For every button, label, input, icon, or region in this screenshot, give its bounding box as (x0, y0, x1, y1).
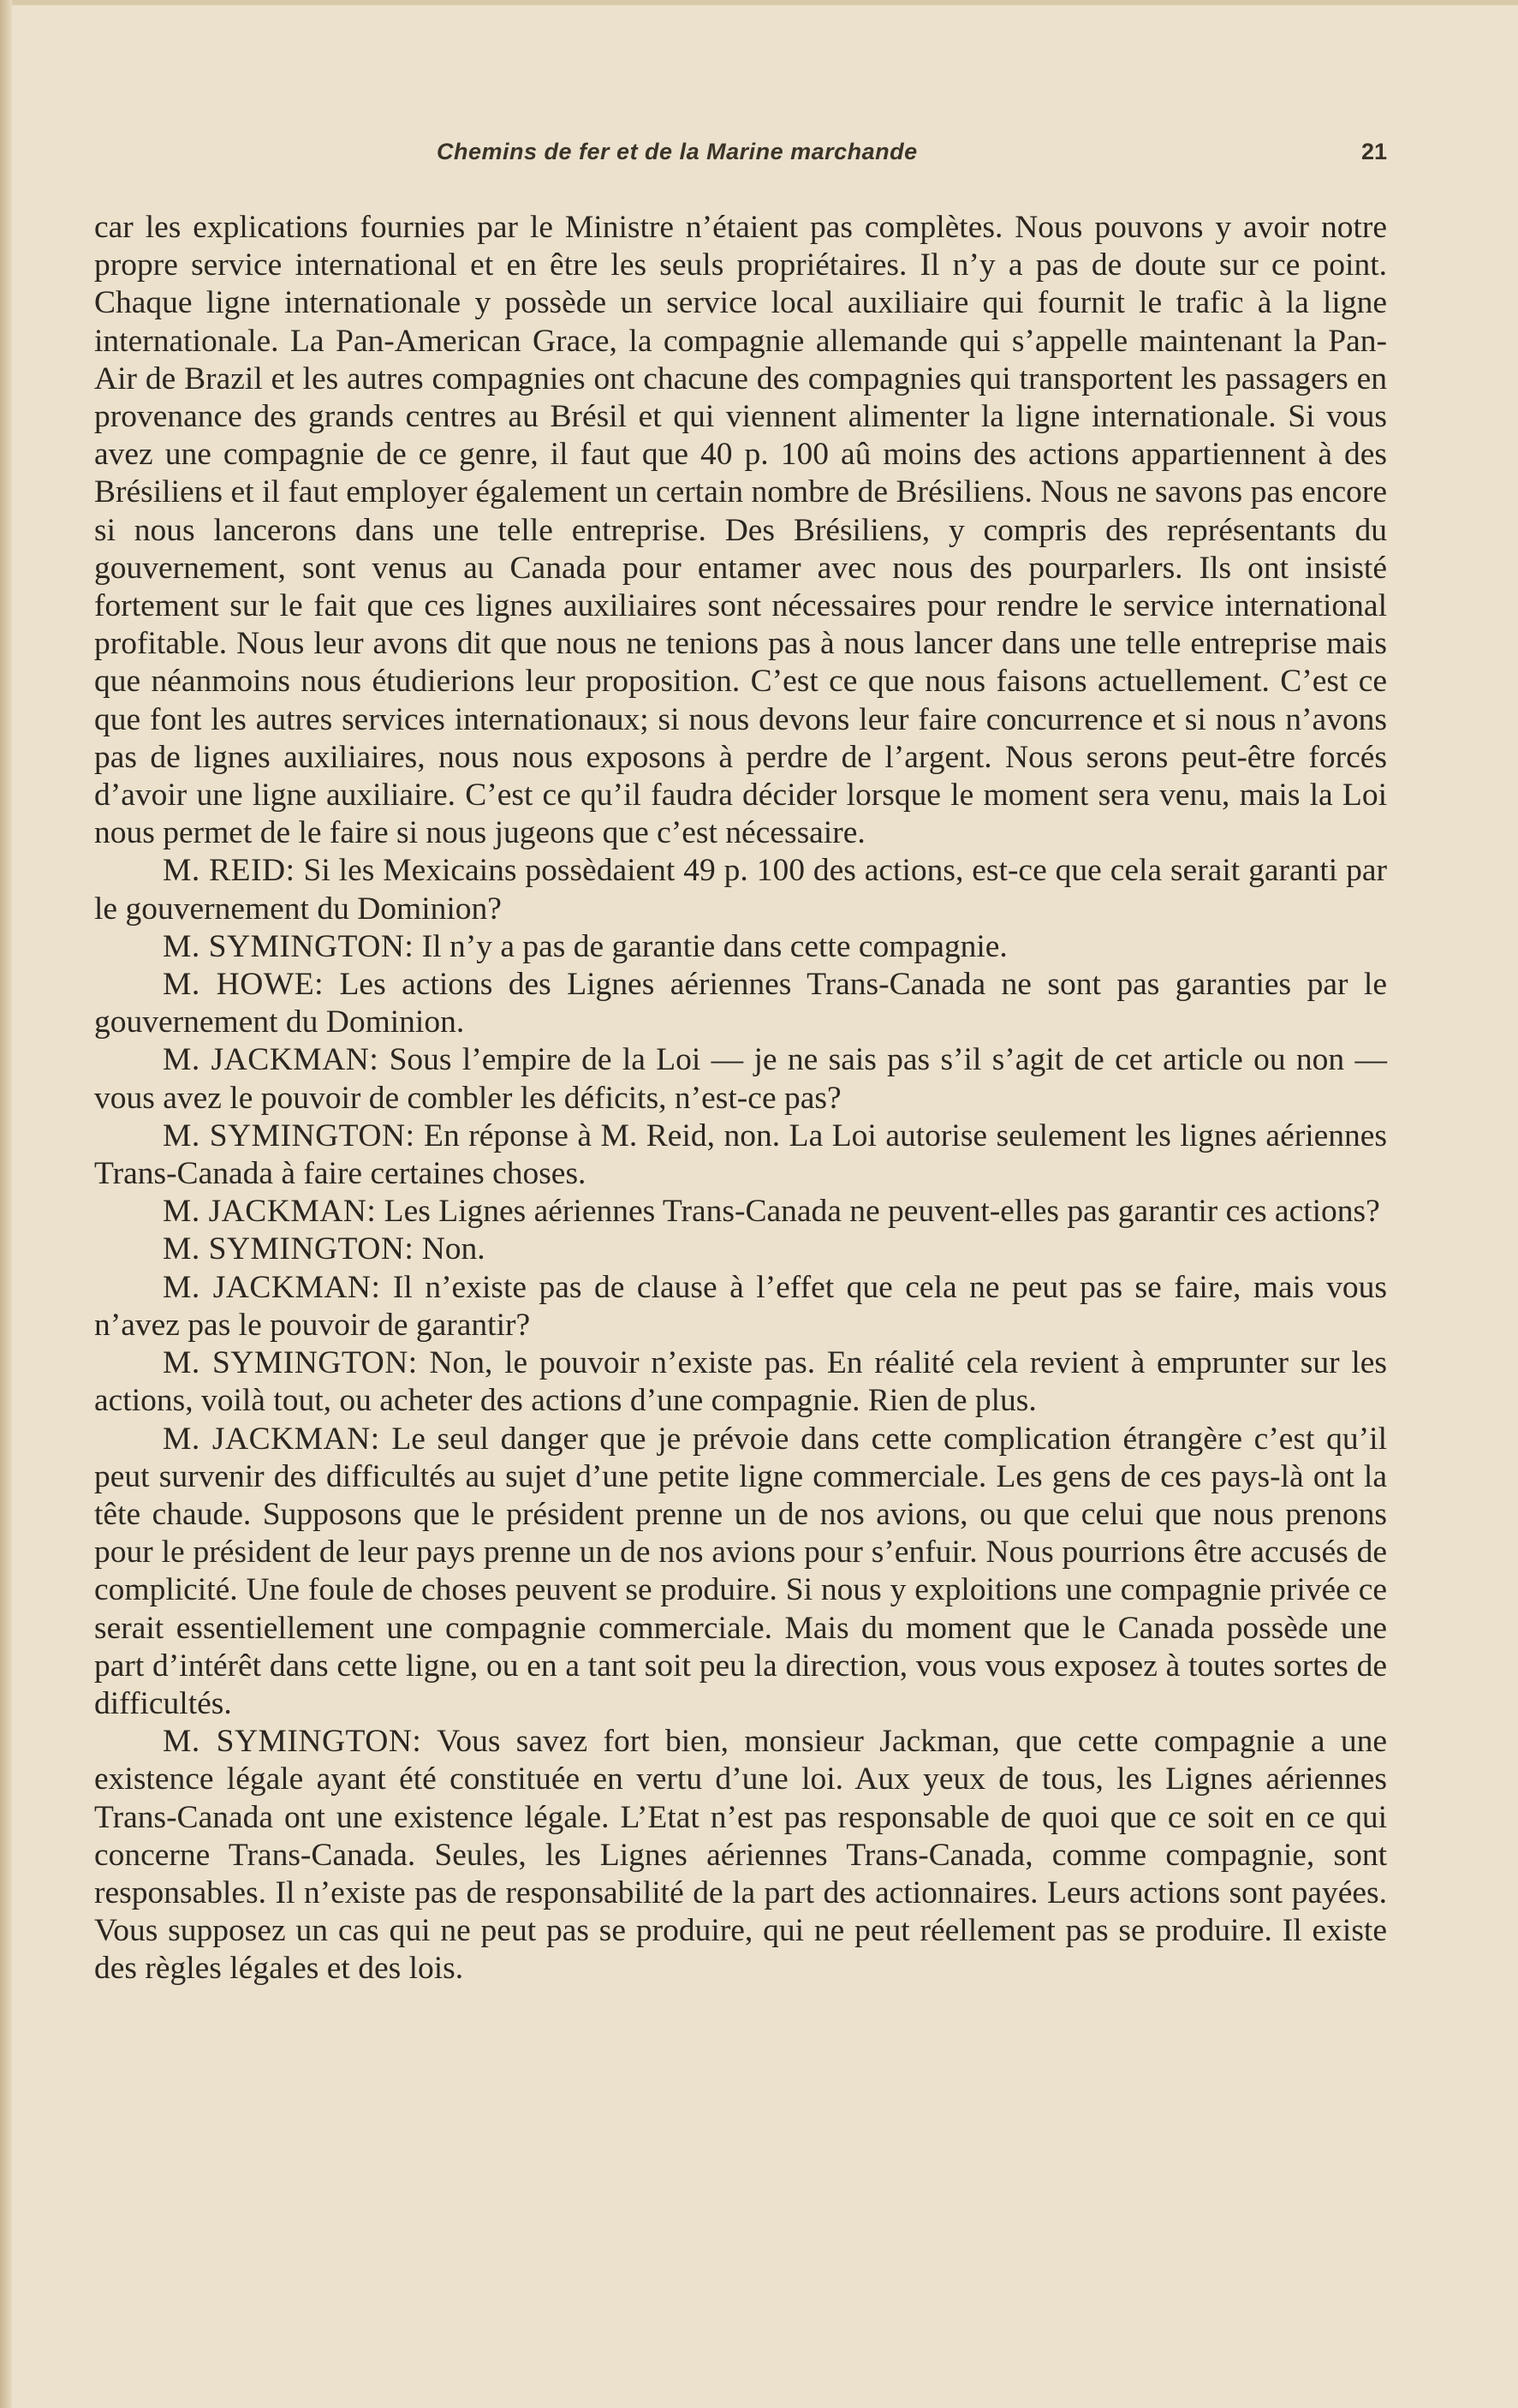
paragraph-text: Non. (421, 1231, 485, 1267)
paragraph-text: En réponse à M. Reid, non. La Loi autorise seulement les lignes aériennes Trans-Canada à faire certaines choses. (94, 1118, 1388, 1192)
paragraph (94, 209, 1387, 852)
page-binding-edge (0, 0, 12, 2408)
page-number: 21 (1360, 139, 1387, 164)
paragraph-text: Les actions des Lignes aériennes Trans-Canada ne sont pas garanties par le gouvernement du Dominion. (94, 967, 1387, 1040)
paragraph-text: Vous savez fort bien, monsieur Jackman, que cette compagnie a une existence légale ayant été constituée en vertu d’une loi. Aux yeux de tous, les Lignes aériennes Trans-Canada ont une existence légale. L’Etat n’est pas responsable de quoi que ce soit en ce qui concerne Trans-Canada. Seules, les Lignes aériennes Trans-Canada, comme compagnie, sont responsables. Il n’existe pas de responsabilité de la part des actionnaires. Leurs actions sont payées. Vous supposez un cas qui ne peut pas se produire, qui ne peut réellement pas se produire. Il existe des règles légales et des lois. (94, 1724, 1388, 1987)
paragraph (94, 1421, 1387, 1724)
paragraph (94, 966, 1387, 1041)
speaker-name: M. SYMINGTON: (163, 1118, 415, 1153)
paragraph-text: Sous l’empire de la Loi — je ne sais pas s’il s’agit de cet article ou non — vous avez le pouvoir de combler les déficits, n’est-ce pas? (94, 1042, 1387, 1116)
page-top-edge (0, 0, 1518, 5)
paragraph (94, 1269, 1387, 1344)
speaker-name: M. JACKMAN: (163, 1194, 377, 1230)
speaker-name: M. HOWE: (163, 967, 324, 1003)
paragraph (94, 1344, 1387, 1420)
body-text (94, 209, 1387, 1988)
speaker-name: M. SYMINGTON: (163, 928, 414, 964)
speaker-name: M. SYMINGTON: (163, 1724, 422, 1760)
speaker-name: M. JACKMAN: (163, 1421, 380, 1457)
page-header (94, 139, 1387, 176)
paragraph (94, 1723, 1387, 1988)
speaker-name: M. JACKMAN: (163, 1269, 381, 1305)
speaker-name: M. JACKMAN: (163, 1042, 379, 1078)
paragraph-text: car les explications fournies par le Ministre n’étaient pas complètes. Nous pouvons y avoir notre propre service international et en être les seuls propriétaires. Il n’y a pas de doute sur ce point. Chaque ligne internationale y possède un service local auxiliaire qui fournit le trafic à la ligne internationale. La Pan-American Grace, la compagnie allemande qui s’appelle maintenant la Pan-Air de Brazil et les autres compagnies ont chacune des compagnies qui transportent les passagers en provenance des grands centres au Brésil et qui viennent alimenter la ligne internationale. Si vous avez une compagnie de ce genre, il faut que 40 p. 100 aû moins des actions appartiennent à des Brésiliens et il faut employer également un certain nombre de Brésiliens. Nous ne savons pas encore si nous lancerons dans une telle entreprise. Des Brésiliens, y compris des représentants du gouvernement, sont venus au Canada pour entamer avec nous des pourparlers. Ils ont insisté fortement sur le fait que ces lignes auxiliaires sont nécessaires pour rendre le service international profitable. Nous leur avons dit que nous ne tenions pas à nous lancer dans une telle entreprise mais que néanmoins nous étudierions leur proposition. C’est ce que nous faisons actuellement. C’est ce que font les autres services internationaux; si nous devons leur faire concurrence et si nous n’avons pas de lignes auxiliaires, nous nous exposons à perdre de l’argent. Nous serons peut-être forcés d’avoir une ligne auxiliaire. C’est ce qu’il faudra décider lorsque le moment sera venu, mais la Loi nous permet de le faire si nous jugeons que c’est nécessaire. (94, 210, 1387, 851)
running-head: Chemins de fer et de la Marine marchande (437, 139, 918, 164)
paragraph (94, 928, 1387, 966)
speaker-name: M. SYMINGTON: (163, 1345, 418, 1381)
speaker-name: M. REID: (163, 853, 295, 889)
paragraph (94, 1118, 1387, 1193)
paragraph (94, 1231, 1387, 1268)
paragraph-text: Si les Mexicains possèdaient 49 p. 100 des actions, est-ce que cela serait garanti par le gouvernement du Dominion? (94, 853, 1388, 927)
paragraph (94, 1193, 1387, 1231)
paragraph (94, 1041, 1387, 1117)
paragraph (94, 852, 1387, 927)
paragraph-text: Les Lignes aériennes Trans-Canada ne peuvent-elles pas garantir ces actions? (384, 1194, 1380, 1230)
paragraph-text: Il n’existe pas de clause à l’effet que cela ne peut pas se faire, mais vous n’avez pas le pouvoir de garantir? (94, 1269, 1388, 1343)
speaker-name: M. SYMINGTON: (163, 1231, 414, 1267)
paragraph-text: Il n’y a pas de garantie dans cette compagnie. (421, 928, 1008, 964)
paragraph-text: Non, le pouvoir n’existe pas. En réalité cela revient à emprunter sur les actions, voilà tout, ou acheter des actions d’une compagnie. Rien de plus. (94, 1345, 1388, 1419)
paragraph-text: Le seul danger que je prévoie dans cette complication étrangère c’est qu’il peut survenir des difficultés au sujet d’une petite ligne commerciale. Les gens de ces pays-là ont la tête chaude. Supposons que le président prenne un de nos avions, ou que celui que nous prenons pour le président de leur pays prenne un de nos avions pour s’enfuir. Nous pourrions être accusés de complicité. Une foule de choses peuvent se produire. Si nous y exploitions une compagnie privée ce serait essentiellement une compagnie commerciale. Mais du moment que le Canada possède une part d’intérêt dans cette ligne, ou en a tant soit peu la direction, vous vous exposez à toutes sortes de difficultés. (94, 1421, 1387, 1721)
